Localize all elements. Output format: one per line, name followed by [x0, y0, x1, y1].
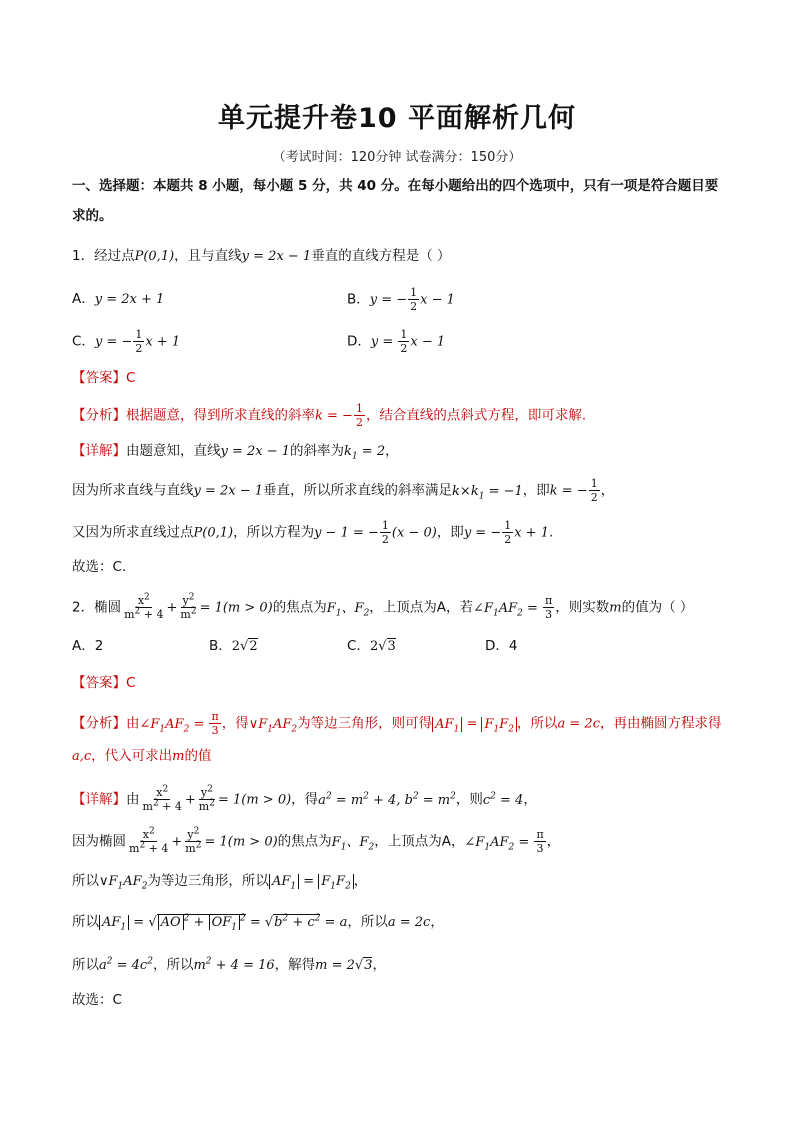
q2-option-a: A．2: [72, 638, 104, 654]
q2-detail-3: 所以$\vee F_1AF_2$为等边三角形，所以 $AF_1 = F_1F_2$ ，: [72, 873, 368, 892]
q2-analysis-2: a,c，代入可求出m的值: [72, 748, 212, 764]
q2-option-c: C．2√3: [347, 638, 396, 654]
q1-option-a: A．y = 2x + 1: [72, 291, 165, 307]
q1-detail-1: 【详解】由题意知，直线y = 2x − 1的斜率为$k_1 = 2$，: [72, 443, 399, 462]
q1-analysis: 【分析】根据题意，得到所求直线的斜率k = − $\frac{1}{2}$ ，结合直线的点斜式方程，即可求解.: [72, 402, 587, 429]
q1-option-c: C．y = − $\frac{1}{2}$ x + 1: [72, 328, 181, 355]
page-title: 单元提升卷10 平面解析几何: [218, 103, 576, 134]
q2-choice: 故选：C: [72, 992, 122, 1008]
q2-detail-4: 所以 $AF_1$ = √ AO $^2 + OF_1^2 = √b^2 + c^2 = a$，所以a = 2c，: [72, 913, 444, 933]
page-subtitle: （考试时间：120分钟 试卷满分：150分）: [272, 150, 522, 165]
q1-option-b: B．y = − $\frac{1}{2}$ x − 1: [347, 286, 455, 313]
q2-option-d: D．4: [485, 638, 518, 654]
q1-stem: 1．经过点P(0,1)，且与直线y = 2x − 1垂直的直线方程是（ ）: [72, 248, 451, 264]
q2-answer: 【答案】C: [72, 675, 136, 691]
q2-analysis-1: 【分析】由$\angle F_1AF_2$ = $\frac{\pi}{3}$ ，得$\vee F_1AF_2$为等边三角形，则可得 $AF_1 = F_1F_2$ ，所以a = 2c，再由椭圆方程求得: [72, 710, 722, 737]
q1-detail-3: 又因为所求直线过点P(0,1)，所以方程为y − 1 = − $\frac{1}{2}$ (x − 0)，即y = − $\frac{1}{2}$ x + 1.: [72, 519, 554, 546]
q1-answer: 【答案】C: [72, 370, 136, 386]
q2-stem: 2．椭圆 $\frac{x^2}{m^2 + 4}$ + $\frac{y^2}{m^2}$ = 1(m > 0)的焦点为$F_1$、$F_2$，上顶点为A，若$\angle F_1AF_2$ = $\frac{\pi}{3}$ ，则实数m的值为（ ）: [72, 592, 694, 621]
q1-option-d: D．y = $\frac{1}{2}$ x − 1: [347, 328, 446, 355]
section-heading-cont: 求的。: [72, 208, 113, 224]
section-heading: 一、选择题：本题共 8 小题，每小题 5 分，共 40 分。在每小题给出的四个选项中，只有一项是符合题目要: [72, 178, 719, 194]
q2-option-b: B．2√2: [209, 638, 258, 654]
q1-detail-2: 因为所求直线与直线y = 2x − 1垂直，所以所求直线的斜率满足$k\times k_1 = -1$，即k = − $\frac{1}{2}$ ，: [72, 477, 615, 504]
q2-detail-5: 所以$a^2 = 4c^2$，所以$m^2 + 4 = 16$，解得m = 2√3，: [72, 956, 386, 973]
q1-choice: 故选：C.: [72, 559, 127, 575]
q2-detail-2: 因为椭圆 $\frac{x^2}{m^2 + 4}$ + $\frac{y^2}{m^2}$ = 1(m > 0)的焦点为$F_1$、$F_2$，上顶点为A，$\angle F_1AF_2$ = $\frac{\pi}{3}$ ，: [72, 826, 561, 855]
q2-detail-1: 【详解】由 $\frac{x^2}{m^2 + 4}$ + $\frac{y^2}{m^2}$ = 1(m > 0)，得$a^2 = m^2 + 4$, $b^2 = m^2$，则$c^2 = 4$，: [72, 784, 537, 813]
